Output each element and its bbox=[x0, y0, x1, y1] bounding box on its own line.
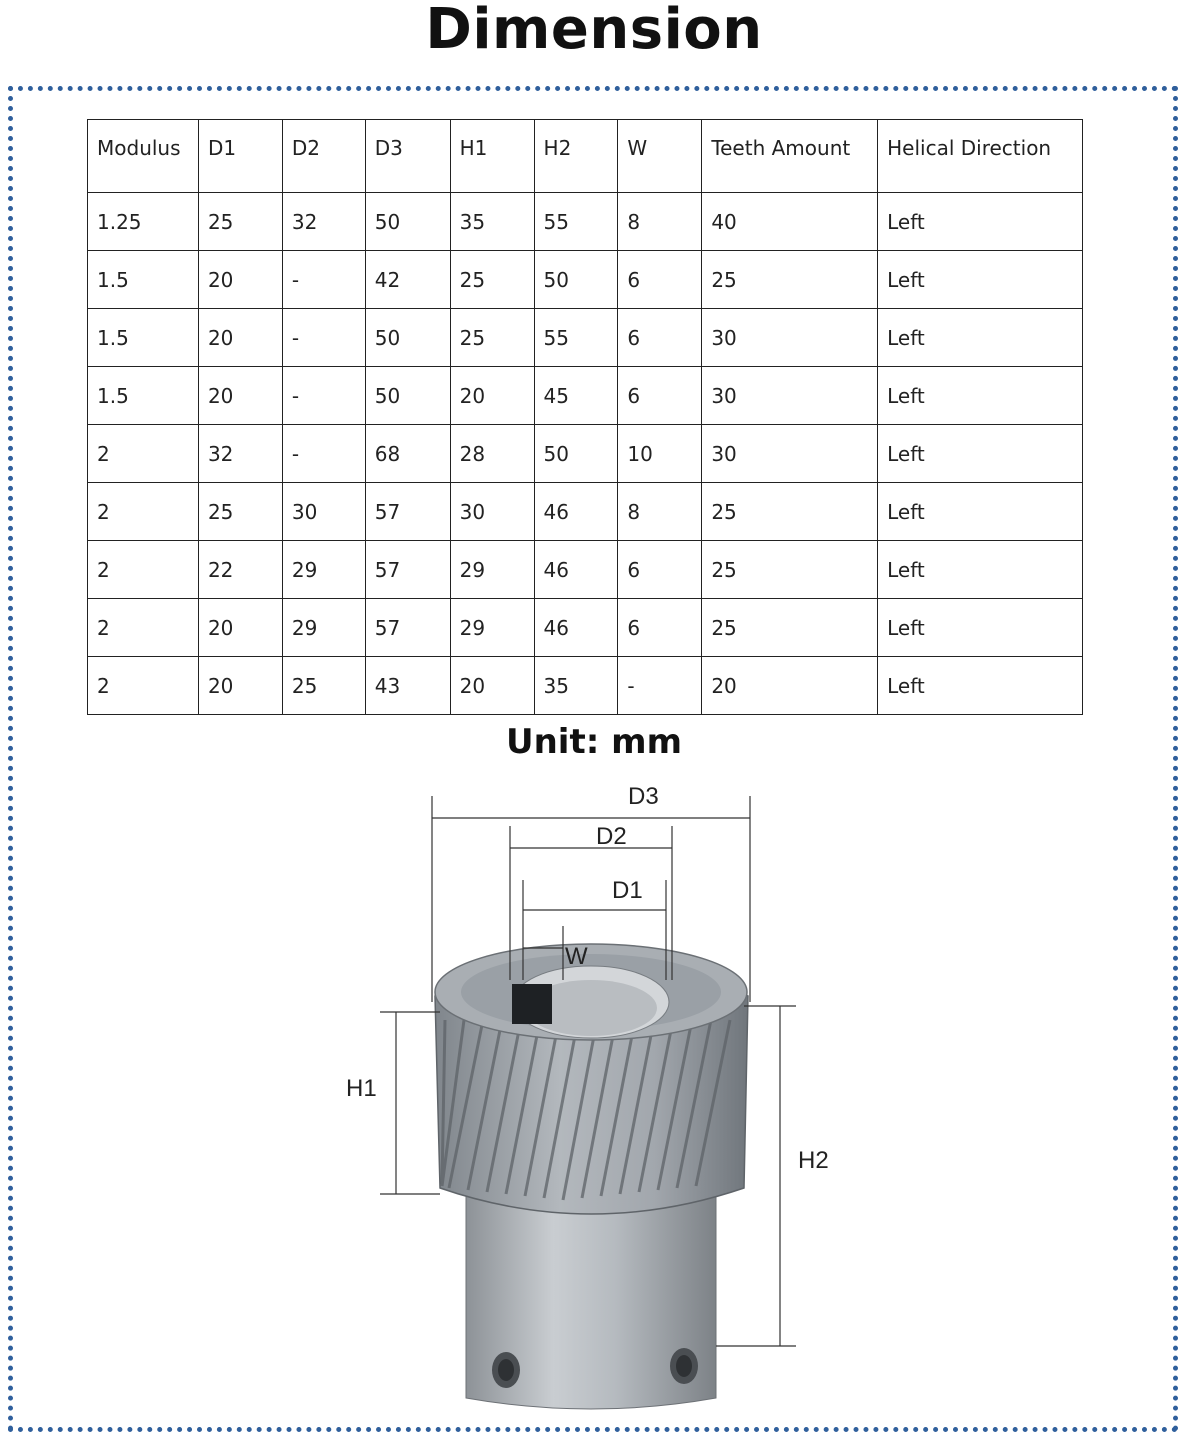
cell-helical-direction: Left bbox=[878, 425, 1083, 483]
cell-h2: 55 bbox=[534, 309, 618, 367]
cell-h2: 50 bbox=[534, 251, 618, 309]
cell-w: 8 bbox=[618, 193, 702, 251]
cell-d2: 30 bbox=[282, 483, 365, 541]
cell-d1: 20 bbox=[198, 657, 282, 715]
cell-d1: 20 bbox=[198, 251, 282, 309]
header-modulus: Modulus bbox=[88, 120, 199, 193]
cell-d1: 20 bbox=[198, 599, 282, 657]
cell-h1: 20 bbox=[450, 657, 534, 715]
cell-d2: 25 bbox=[282, 657, 365, 715]
cell-h1: 25 bbox=[450, 309, 534, 367]
cell-modulus: 1.5 bbox=[88, 367, 199, 425]
page-title: Dimension bbox=[425, 0, 763, 62]
cell-w: 6 bbox=[618, 367, 702, 425]
cell-h2: 55 bbox=[534, 193, 618, 251]
label-d1: D1 bbox=[612, 877, 643, 904]
cell-modulus: 2 bbox=[88, 599, 199, 657]
label-h2: H2 bbox=[798, 1147, 829, 1174]
cell-teeth-amount: 25 bbox=[702, 483, 878, 541]
header-d1: D1 bbox=[198, 120, 282, 193]
cell-helical-direction: Left bbox=[878, 541, 1083, 599]
cell-modulus: 1.5 bbox=[88, 251, 199, 309]
cell-d2: 29 bbox=[282, 541, 365, 599]
cell-d1: 20 bbox=[198, 309, 282, 367]
table-row bbox=[88, 425, 1083, 483]
table-row bbox=[88, 657, 1083, 715]
cell-helical-direction: Left bbox=[878, 309, 1083, 367]
cell-helical-direction: Left bbox=[878, 251, 1083, 309]
header-h2: H2 bbox=[534, 120, 618, 193]
label-h1: H1 bbox=[346, 1075, 377, 1102]
table-row bbox=[88, 309, 1083, 367]
cell-h1: 25 bbox=[450, 251, 534, 309]
cell-h1: 20 bbox=[450, 367, 534, 425]
cell-h1: 29 bbox=[450, 541, 534, 599]
cell-teeth-amount: 30 bbox=[702, 309, 878, 367]
cell-teeth-amount: 25 bbox=[702, 541, 878, 599]
cell-helical-direction: Left bbox=[878, 483, 1083, 541]
cell-d3: 50 bbox=[365, 367, 450, 425]
header-d2: D2 bbox=[282, 120, 365, 193]
label-d3: D3 bbox=[628, 783, 659, 810]
cell-d1: 25 bbox=[198, 483, 282, 541]
cell-w: 6 bbox=[618, 309, 702, 367]
table-row bbox=[88, 193, 1083, 251]
cell-w: 10 bbox=[618, 425, 702, 483]
cell-d3: 50 bbox=[365, 309, 450, 367]
table-row bbox=[88, 599, 1083, 657]
cell-d2: 29 bbox=[282, 599, 365, 657]
cell-h1: 28 bbox=[450, 425, 534, 483]
table-row bbox=[88, 483, 1083, 541]
cell-modulus: 2 bbox=[88, 425, 199, 483]
header-helical-direction: Helical Direction bbox=[878, 120, 1083, 193]
table-header-row bbox=[88, 120, 1083, 193]
cell-teeth-amount: 30 bbox=[702, 367, 878, 425]
cell-d1: 32 bbox=[198, 425, 282, 483]
cell-h2: 45 bbox=[534, 367, 618, 425]
cell-modulus: 2 bbox=[88, 483, 199, 541]
cell-d3: 68 bbox=[365, 425, 450, 483]
cell-teeth-amount: 40 bbox=[702, 193, 878, 251]
cell-helical-direction: Left bbox=[878, 599, 1083, 657]
cell-modulus: 2 bbox=[88, 541, 199, 599]
label-w: W bbox=[565, 943, 588, 970]
unit-label: Unit: mm bbox=[505, 722, 682, 762]
cell-modulus: 2 bbox=[88, 657, 199, 715]
table-row bbox=[88, 367, 1083, 425]
cell-d2: - bbox=[282, 367, 365, 425]
cell-d1: 25 bbox=[198, 193, 282, 251]
cell-teeth-amount: 25 bbox=[702, 599, 878, 657]
cell-helical-direction: Left bbox=[878, 367, 1083, 425]
cell-w: 6 bbox=[618, 599, 702, 657]
cell-d1: 22 bbox=[198, 541, 282, 599]
cell-d2: - bbox=[282, 251, 365, 309]
cell-d3: 42 bbox=[365, 251, 450, 309]
cell-modulus: 1.25 bbox=[88, 193, 199, 251]
cell-helical-direction: Left bbox=[878, 657, 1083, 715]
cell-h1: 35 bbox=[450, 193, 534, 251]
label-d2: D2 bbox=[596, 823, 627, 850]
cell-modulus: 1.5 bbox=[88, 309, 199, 367]
cell-w: - bbox=[618, 657, 702, 715]
cell-d3: 57 bbox=[365, 483, 450, 541]
cell-h1: 29 bbox=[450, 599, 534, 657]
cell-w: 6 bbox=[618, 541, 702, 599]
header-w: W bbox=[618, 120, 702, 193]
cell-teeth-amount: 25 bbox=[702, 251, 878, 309]
cell-teeth-amount: 20 bbox=[702, 657, 878, 715]
cell-d2: 32 bbox=[282, 193, 365, 251]
header-h1: H1 bbox=[450, 120, 534, 193]
cell-helical-direction: Left bbox=[878, 193, 1083, 251]
table-row bbox=[88, 251, 1083, 309]
cell-d1: 20 bbox=[198, 367, 282, 425]
cell-d3: 57 bbox=[365, 599, 450, 657]
gear-dimension-drawing bbox=[0, 770, 1188, 1430]
cell-d2: - bbox=[282, 309, 365, 367]
helical-gear-body bbox=[435, 944, 748, 1214]
cell-teeth-amount: 30 bbox=[702, 425, 878, 483]
cell-h1: 30 bbox=[450, 483, 534, 541]
gear-hub bbox=[466, 1190, 716, 1409]
table-row bbox=[88, 541, 1083, 599]
cell-d3: 43 bbox=[365, 657, 450, 715]
cell-w: 6 bbox=[618, 251, 702, 309]
cell-h2: 46 bbox=[534, 483, 618, 541]
cell-d3: 57 bbox=[365, 541, 450, 599]
header-teeth-amount: Teeth Amount bbox=[702, 120, 878, 193]
cell-d3: 50 bbox=[365, 193, 450, 251]
cell-d2: - bbox=[282, 425, 365, 483]
cell-h2: 46 bbox=[534, 541, 618, 599]
cell-h2: 35 bbox=[534, 657, 618, 715]
cell-h2: 50 bbox=[534, 425, 618, 483]
cell-w: 8 bbox=[618, 483, 702, 541]
dimension-table bbox=[87, 119, 1083, 715]
header-d3: D3 bbox=[365, 120, 450, 193]
cell-h2: 46 bbox=[534, 599, 618, 657]
